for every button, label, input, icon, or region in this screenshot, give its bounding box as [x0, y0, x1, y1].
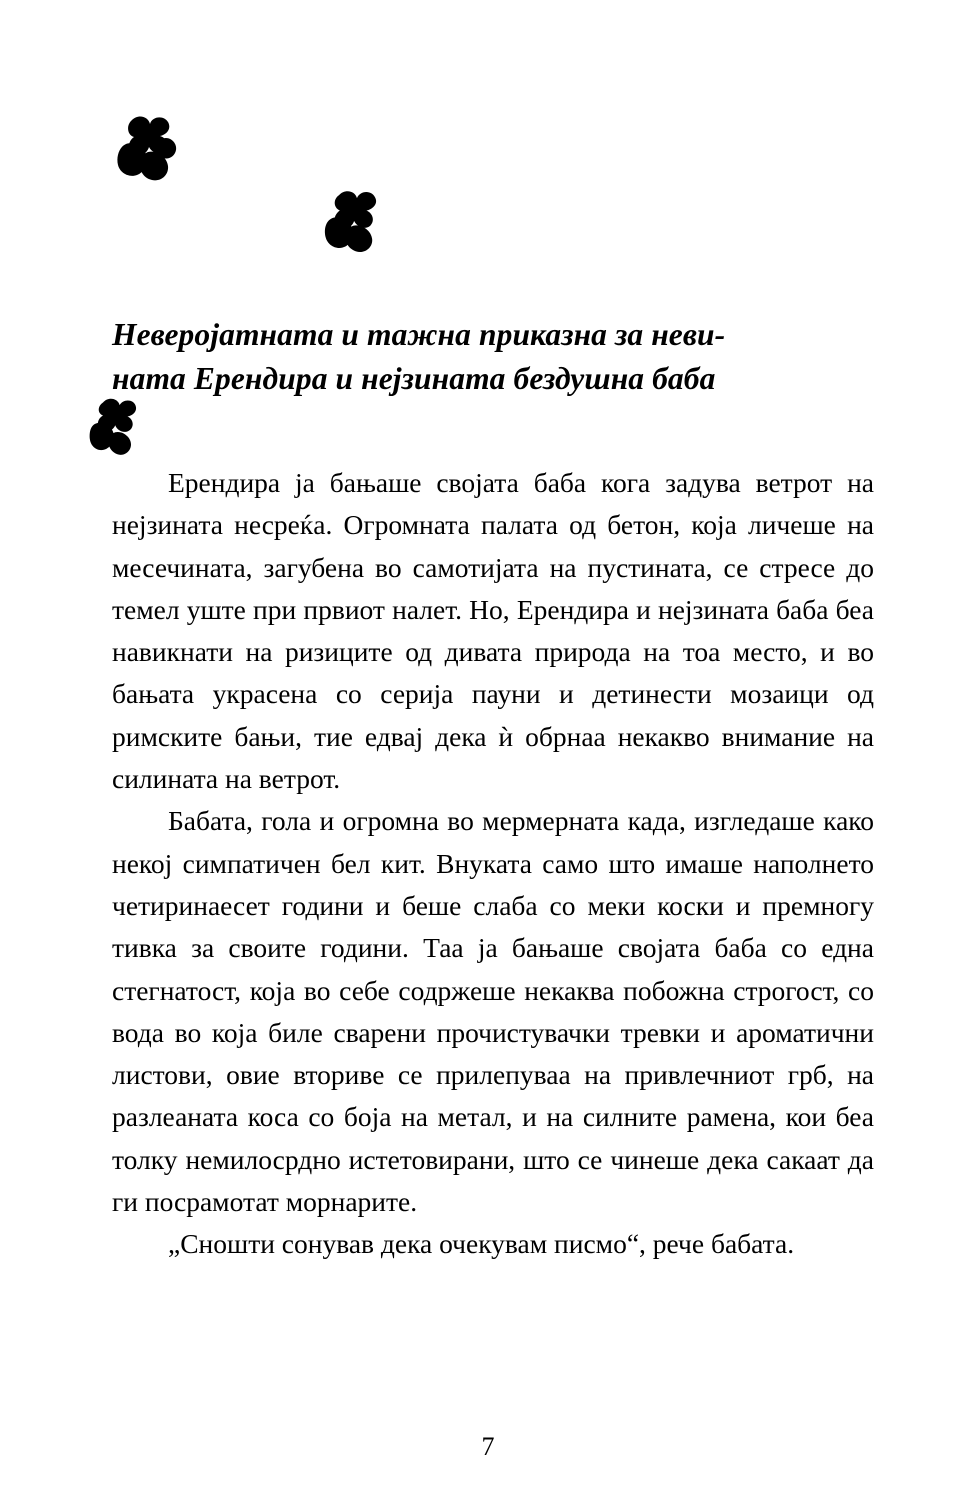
body-text — [112, 462, 874, 1266]
floral-ornament-top-left-icon — [112, 108, 192, 188]
chapter-title-line-1: Неверојатната и тажна приказна за неви- — [112, 317, 726, 353]
page-number: 7 — [481, 1432, 495, 1461]
floral-ornament-top-center-icon — [318, 182, 394, 258]
paragraph-3: „Сношти сонував дека очекувам писмо“, рече бабата. — [168, 1228, 795, 1260]
chapter-title-line-2: ната Ерендира и нејзината бездушна баба — [112, 361, 716, 397]
paragraph-2: Бабата, гола и огромна во мермерната када, изгледаше како некој симпатичен бел кит. Внуката само што имаше наполнето четиринаесет години и беше слаба со меки коски и премногу тивка за своите години. Таа ја бањаше својата баба со една стегнатост, која во себе содржеше некаква побожна строгост, со вода во која биле сварени прочистувачки тревки и ароматични листови, овие вториве се прилепуваа на привлечниот грб, на разлеаната коса со боја на метал, и на силните рамена, кои беа толку немилосрдно истетовирани, што се чинеше дека сакаат да ги посрамотат морнарите. — [112, 805, 874, 1218]
floral-ornament-drop-cap-icon — [82, 392, 152, 462]
chapter-title — [112, 313, 872, 401]
paragraph-1: Ерендира ја бањаше својата баба кога задува ветрот на нејзината несреќа. Огромната палата од бетон, која личеше на месечината, загубена во самотијата на пустината, се стресе до темел уште при првиот налет. Но, Ерендира и нејзината баба беа навикнати на ризиците од дивата природа на тоа место, и во бањата украсена со серија пауни и детинести мозаици од римските бањи, тие едвај дека ѝ обрнаа некакво внимание на силината на ветрот. — [112, 467, 874, 795]
